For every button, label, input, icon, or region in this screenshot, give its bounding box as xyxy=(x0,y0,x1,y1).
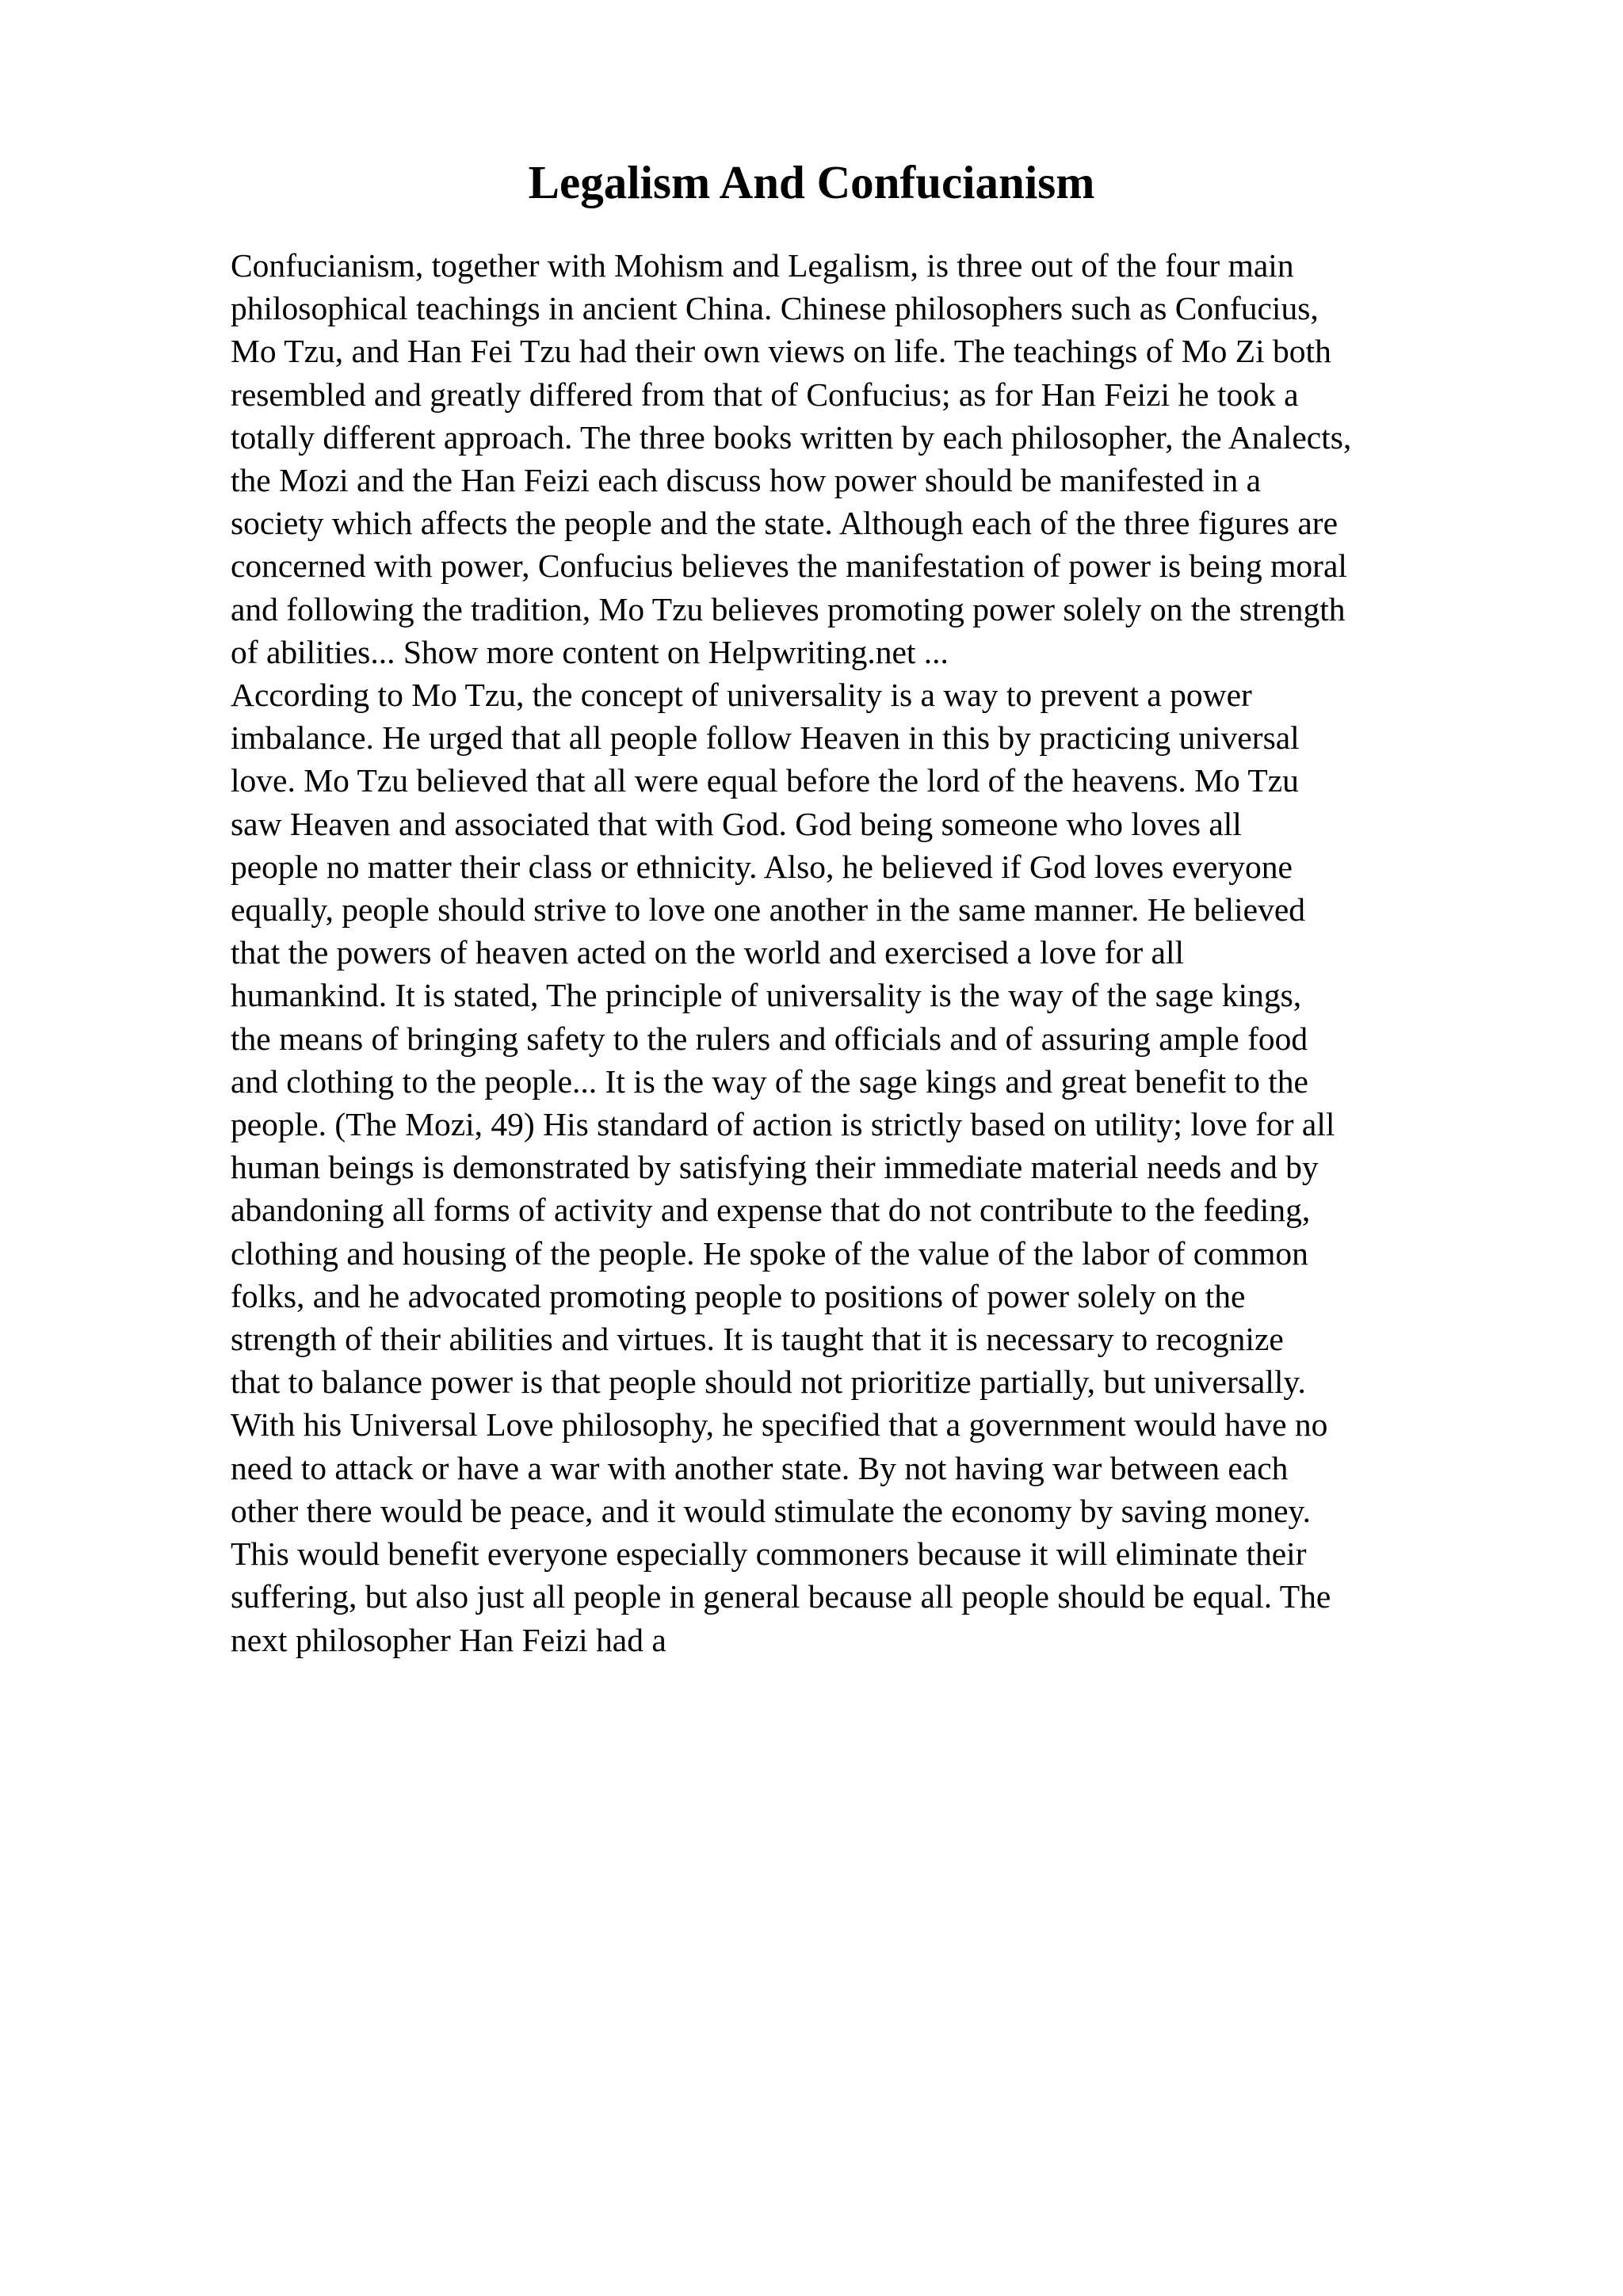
body-text-line: society which affects the people and the state. Although each of the three figures are xyxy=(231,505,1338,542)
body-text-line: strength of their abilities and virtues. It is taught that it is necessary to recognize xyxy=(231,1321,1284,1358)
body-text-line: suffering, but also just all people in general because all people should be equal. The xyxy=(231,1578,1331,1615)
body-text-line: and clothing to the people... It is the way of the sage kings and great benefit to the xyxy=(231,1062,1308,1100)
body-text-line: folks, and he advocated promoting people to positions of power solely on the xyxy=(231,1277,1246,1314)
body-text-line: people. (The Mozi, 49) His standard of action is strictly based on utility; love for all xyxy=(231,1106,1335,1143)
body-text-line: imbalance. He urged that all people follow Heaven in this by practicing universal xyxy=(231,719,1300,757)
body-text-line: humankind. It is stated, The principle of universality is the way of the sage kings, xyxy=(231,977,1302,1014)
body-text-line: of abilities... Show more content on Helpwriting.net ... xyxy=(231,633,949,670)
body-text-line: Mo Tzu, and Han Fei Tzu had their own views on life. The teachings of Mo Zi both xyxy=(231,333,1331,370)
body-text-line: next philosopher Han Feizi had a xyxy=(231,1621,666,1658)
document-title: Legalism And Confucianism xyxy=(528,156,1095,208)
body-text-line: and following the tradition, Mo Tzu believes promoting power solely on the strength xyxy=(231,590,1346,627)
body-text-line: the Mozi and the Han Feizi each discuss how power should be manifested in a xyxy=(231,462,1261,499)
body-text-line: need to attack or have a war with another state. By not having war between each xyxy=(231,1449,1289,1486)
body-text-line: other there would be peace, and it would stimulate the economy by saving money. xyxy=(231,1492,1311,1529)
body-text-line: abandoning all forms of activity and expense that do not contribute to the feeding, xyxy=(231,1192,1311,1229)
body-text-line: clothing and housing of the people. He spoke of the value of the labor of common xyxy=(231,1234,1308,1272)
body-text-line: philosophical teachings in ancient China. Chinese philosophers such as Confucius, xyxy=(231,290,1319,327)
body-text-line: equally, people should strive to love one another in the same manner. He believed xyxy=(231,891,1306,929)
body-text-line: that to balance power is that people should not prioritize partially, but universally. xyxy=(231,1363,1306,1401)
document-body xyxy=(231,244,1507,1661)
body-text-line: With his Universal Love philosophy, he specified that a government would have no xyxy=(231,1406,1328,1444)
body-text-line: saw Heaven and associated that with God. God being someone who loves all xyxy=(231,805,1242,842)
body-text-line: love. Mo Tzu believed that all were equal before the lord of the heavens. Mo Tzu xyxy=(231,762,1299,799)
body-text-line: Confucianism, together with Mohism and Legalism, is three out of the four main xyxy=(231,247,1294,284)
body-text-line: concerned with power, Confucius believes the manifestation of power is being moral xyxy=(231,547,1347,585)
body-text-line: human beings is demonstrated by satisfying their immediate material needs and by xyxy=(231,1149,1319,1186)
body-text-line: the means of bringing safety to the rulers and officials and of assuring ample food xyxy=(231,1020,1308,1057)
body-text-line: people no matter their class or ethnicity. Also, he believed if God loves everyone xyxy=(231,848,1293,885)
body-text-line: This would benefit everyone especially commoners because it will eliminate their xyxy=(231,1535,1307,1573)
body-text-line: totally different approach. The three books written by each philosopher, the Analects, xyxy=(231,418,1352,456)
body-text-line: According to Mo Tzu, the concept of universality is a way to prevent a power xyxy=(231,677,1252,714)
body-text-line: that the powers of heaven acted on the world and exercised a love for all xyxy=(231,934,1185,971)
body-text-line: resembled and greatly differed from that of Confucius; as for Han Feizi he took a xyxy=(231,376,1299,413)
